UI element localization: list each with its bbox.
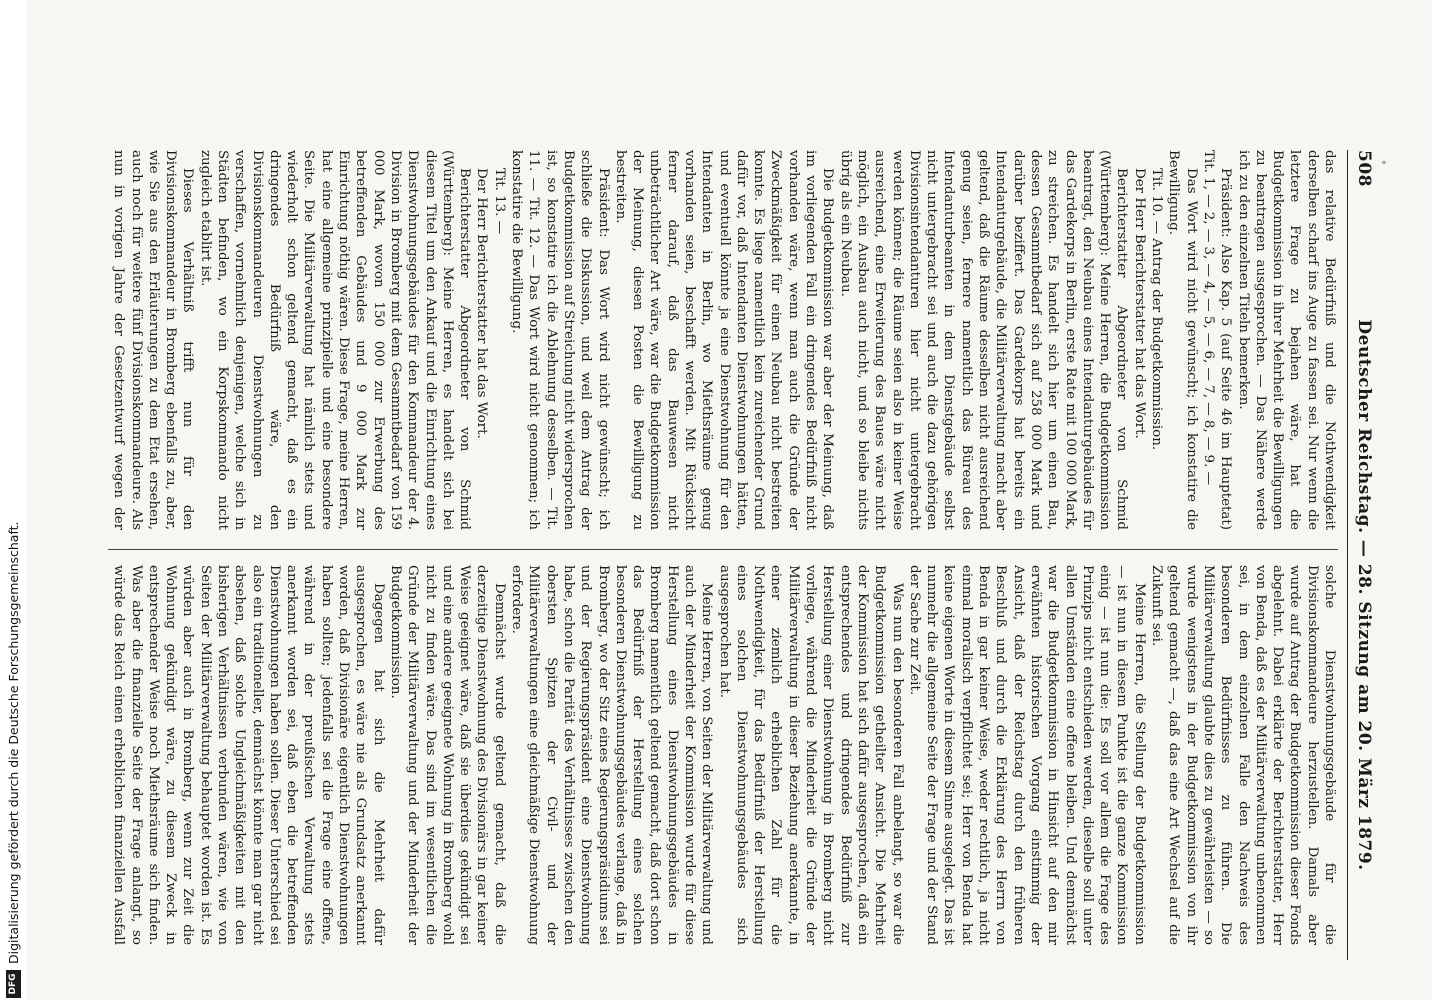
paragraph: Was nun den besonderen Fall anbelangt, so war die Budgetkommission getheilter Ansicht. Die Mehrheit der Kommission hat sich dafür ausgesprochen, daß ein entsprechendes und dringendes Bedürfniß zur Herstellung einer Dienstwohnung in Bromberg nicht vorliege, während die Minderheit die Gründe der Militärverwaltung in dieser Beziehung anerkannte, in einer ziemlich erheblichen Zahl für die Nothwendigkeit, für das Bedürfniß der Herstellung eines solchen Dienstwohnungsgebäudes sich ausgesprochen hat. <box>716 565 905 945</box>
paragraph: Berichterstatter Abgeordneter von Schmid (Württemberg): Meine Herren, es handelt sich bei diesem Titel um den Ankauf und die Einrichtung eines Dienstwohnungsgebäudes für den Kommandeur der 4. Division in Bromberg mit dem Gesammtbedarf von 159 000 Mark, wovon 150 000 zur Erwerbung des betreffenden Gebäudes und 9 000 Mark zur Einrichtung nöthig wären. Diese Frage, meine Herren, hat eine allgemeine prinzipielle und eine besondere Seite. Die Militärverwaltung hat nämlich stets und wiederholt schon geltend gemacht, daß es ein dringendes Bedürfniß wäre, den Divisionskommandeuren Dienstwohnungen zu verschaffen, vornehmlich denjenigen, welche sich in Städten befinden, wo ein Korpskommando nicht zugleich etablirt ist. <box>197 150 473 530</box>
paragraph: Dagegen hat sich die Mehrheit dafür ausgesprochen, es wäre nie als Grundsatz anerkannt worden, daß Divisionäre eigentlich Dienstwohnungen haben sollten; jedenfalls sei die Frage eine offene, während in der preußischen Verwaltung stets anerkannt worden sei, daß eben die betreffenden Dienstwohnungen haben sollen. Dieser Unterschied sei also ein traditioneller, demnächst könnte man gar nicht absehen, daß solche Ungleichmäßigkeiten mit den bisherigen Verhältnissen verbunden wären, wie von Seiten der Militärverwaltung behauptet worden ist. Es würden aber auch in Bromberg, wenn zur Zeit die Wohnung gekündigt wäre, zu diesem Zweck in entsprechender Weise noch Miethsräume sich finden. Was aber die finanzielle Seite der Frage anlangt, so würde das Reich einen erheblichen finanziellen Ausfall <box>111 565 386 945</box>
paragraph: Berichterstatter Abgeordneter von Schmid (Württemberg): Meine Herren, die Budgetkommission beantragt, den Neubau eines Intendanturgebäudes für das Gardekorps in Berlin, erste Rate mit 100 000 Mark, zu streichen. Es handelt sich hier um einen Bau, dessen Gesammtbedarf sich auf 258 000 Mark und darüber beziffert. Das Gardekorps hat bereits ein Intendanturgebäude, die Militärverwaltung macht aber geltend, daß die Räume desselben nicht ausreichend genug seien, fernere namentlich das Büreau des Intendanturbeamten in dem Dienstgebäude selbst nicht untergebracht sei und auch die dazu gehörigen Divisionsintendanturen hier nicht untergebracht werden können; die Räume seien also in keiner Weise ausreichend, eine Erweiterung des Baues wäre nicht möglich, ein Ausbau auch nicht, und so bleibe nichts übrig als ein Neubau. <box>837 150 1130 530</box>
paragraph: Das Wort wird nicht gewünscht; ich konstatire die Bewilligung. <box>1166 150 1199 530</box>
dfg-logo: DFG <box>6 970 21 998</box>
text-column-right <box>108 565 1338 945</box>
paragraph: Demnächst wurde geltend gemacht, daß die derzeitige Dienstwohnung des Divisionärs in gar keiner Weise geeignet wäre, daß sie überdies gekündigt sei und eine andere geeignete Wohnung in Bromberg wohl nicht zu finden wäre. Das sind im wesentlichen die Gründe der Militärverwaltung und der Minderheit der Budgetkommission. <box>387 565 507 945</box>
paragraph: Präsident: Das Wort wird nicht gewünscht; ich schließe die Diskussion, und weil dem Antrag der Budgetkommission auf Streichung nicht widersprochen ist, so konstatire ich die Ablehnung desselben. — Tit. 11. — Tit. 12. — Das Wort wird nicht genommen; ich konstatire die Bewilligung. <box>509 150 611 530</box>
column-divider <box>108 549 1338 550</box>
page-header <box>1352 150 1374 960</box>
footer <box>0 0 26 1000</box>
text-column-left <box>108 150 1338 530</box>
scan-mark: ° <box>1375 160 1386 165</box>
footer-strip <box>0 0 26 1000</box>
paragraph: Die Budgetkommission war aber der Meinung, daß im vorliegenden Fall ein dringendes Bedürfniß nicht vorhanden wäre, wenn man auch die Gründe der Zweckmäßigkeit für einen Neubau nicht bestreiten konnte. Es liege namentlich kein zureichender Grund dafür vor, daß Intendanten Dienstwohnungen hätten, und eventuell könnte ja eine Dienstwohnung für den Intendanten in Berlin, wo Miethsräume genug vorhanden seien, beschafft werden. Mit Rücksicht ferner darauf, daß das Bauwesen nicht unbeträchtlicher Art wäre, war die Budgetkommission der Meinung, diesen Posten die Bewilligung zu bestreiten. <box>612 150 836 530</box>
paragraph: Meine Herren, die Stellung der Budgetkommission — ist nun in diesem Punkte ist die ganze Kommission einig — ist nun die: Es soll vor allem die Frage des Prinzips nicht entschieden werden, dieselbe soll unter allen Umständen eine offene bleiben. Und demnächst war die Budgetkommission in Hinsicht auf den mir erwähnten historischen Vorgang einstimmig der Ansicht, daß der Reichstag durch den früheren Beschluß und durch die Erklärung des Herrn von Benda in gar keiner Weise, weder rechtlich, ja nicht einmal moralisch verpflichtet sei; Herr von Benda hat keine eigenen Worte in diesem Sinne ausgelegt. Das ist nunmehr die allgemeine Seite der Frage und der Stand der Sache zur Zeit. <box>906 565 1147 945</box>
paragraph: Der Herr Berichterstatter hat das Wort. <box>474 168 490 439</box>
paragraph: Der Herr Berichterstatter hat das Wort. <box>1131 168 1147 439</box>
paragraph: das relative Bedürfniß und die Nothwendigkeit derselben scharf ins Auge zu fassen sei. Nur wenn die letztere Frage zu bejahen wäre, hat die Budgetkommission in ihrer Mehrheit die Bewilligungen zu beantragen ausgesprochen. — Das Nähere werde ich zu den einzelnen Titeln bemerken. <box>1235 150 1337 530</box>
footer-credit: Digitalisierung gefördert durch die Deutsche Forschungsgemeinschaft. <box>5 521 21 964</box>
header-rule <box>1347 150 1348 960</box>
paragraph: Meine Herren, von Seiten der Militärverwaltung und auch der Minderheit der Kommission wurde für diese Herstellung eines Dienstwohnungsgebäudes in Bromberg namentlich geltend gemacht, daß dort schon das Bedürfniß der Herstellung eines solchen besonderen Dienstwohnungsgebäudes verlange, daß in Bromberg, wo der Sitz eines Regierungspräsidiums sei und der Regierungspräsident eine Dienstwohnung habe, schon die Parität des Verhältnisses zwischen den obersten Spitzen der Civil- und der Militärverwaltungen eine gleichmäßige Dienstwohnung erfordere. <box>509 565 715 945</box>
paragraph: Dieses Verhältniß trifft nun für den Divisionskommandeur in Bromberg ebenfalls zu, aber, wie Sie aus den Erläuterungen zu dem Etat ersehen, auch noch für weitere fünf Divisionskommandeure. Als nun in vorigen Jahre der Gesetzentwurf wegen der <box>111 150 196 530</box>
page-number: 508 <box>1354 150 1374 187</box>
paragraph: solche Dienstwohnungsgebäude für die Divisionskommandeure herzustellen. Damals aber wurde auf Antrag der Budgetkommission dieser Fonds abgelehnt. Dabei erklärte der Berichterstatter, Herr von Benda, daß es der Militärverwaltung unbenommen sei, in dem einzelnen Falle den Nachweis des besonderen Bedürfnisses zu führen. Die Militärverwaltung glaubte dies zu gewährleisten — so wurde wenigstens in der Budgetkommission von ihr geltend gemacht —, daß das eine Art Wechsel auf die Zukunft sei. <box>1149 565 1337 945</box>
paragraph: Tit. 13. — <box>491 168 507 235</box>
paragraph: Präsident: Also Kap. 5 (auf Seite 46 im Hauptetat) Tit. 1, — 2, — 3, — 4, — 5, — 6, — 7, — 8, — 9. — <box>1200 150 1234 530</box>
paragraph: Tit. 10. — Antrag der Budgetkommission. <box>1149 168 1165 451</box>
running-title: Deutscher Reichstag. — 28. Sitzung am 20. März 1879. <box>1354 319 1374 871</box>
